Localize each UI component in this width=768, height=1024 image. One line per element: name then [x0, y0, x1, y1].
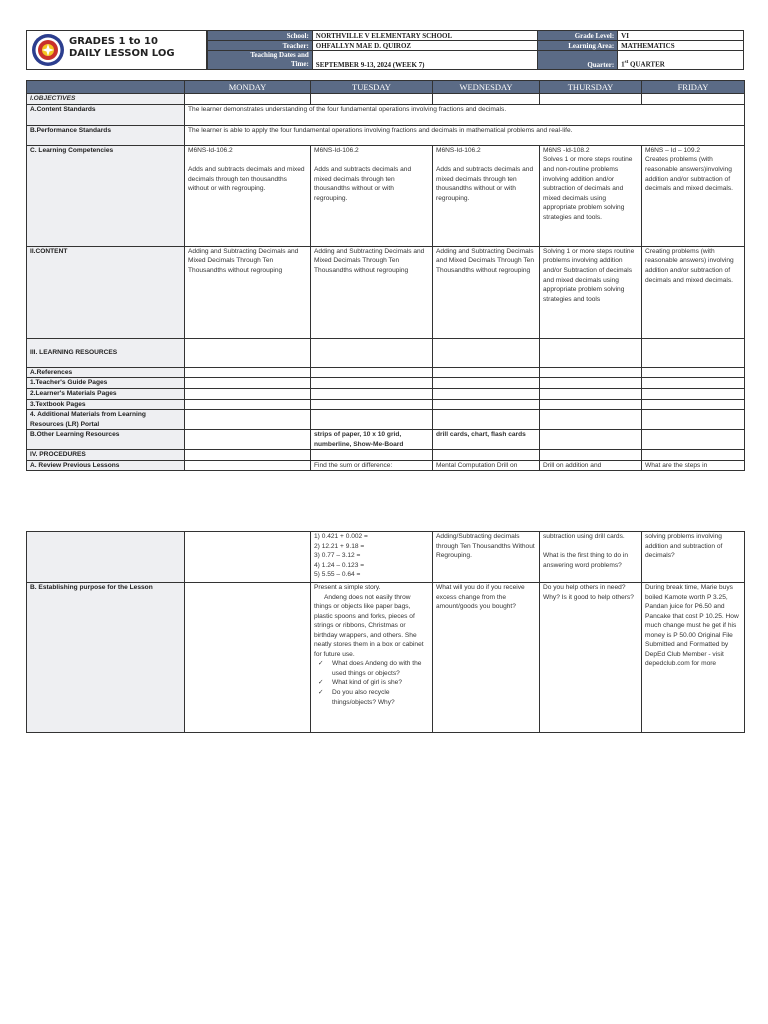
purpose-question-text: What kind of girl is she?	[332, 679, 402, 687]
competency-text: Solves 1 or more steps routine and non-routine problems involving addition and/or subtraction of decimals and mixed decimals using appropriate problem solving strategies and tools.	[543, 156, 633, 221]
school-value: NORTHVILLE V ELEMENTARY SCHOOL	[312, 31, 538, 41]
other-resources-tuesday: strips of paper, 10 x 10 grid, numberline, Show-Me-Board	[311, 430, 433, 450]
purpose-story: Andeng does not easily throw things or objects like paper bags, plastic spoons and forks, pieces of strings or ribbons, Christmas or birthday wrappers, and others. She neatly stores them in a box or cabinet for future use.	[314, 593, 424, 658]
quarter-number: 1	[621, 60, 625, 69]
content-thursday: Solving 1 or more steps routine problems involving addition and/or Subtraction of decimals and mixed decimals using appropriate problem solving strategies and tools	[540, 246, 642, 338]
learning-competencies-label: C. Learning Competencies	[27, 145, 185, 246]
purpose-wednesday: What will you do if you receive excess change from the amount/goods you bought?	[433, 583, 540, 733]
teachers-guide-label: 1.Teacher's Guide Pages	[27, 378, 185, 389]
purpose-questions-list	[314, 659, 429, 707]
review-continued-label	[27, 532, 185, 583]
review-tuesday-items	[311, 532, 433, 583]
section-objectives: I.OBJECTIVES	[27, 94, 185, 105]
review-thursday-continued	[540, 532, 642, 583]
school-label: School:	[208, 31, 313, 41]
form-title-dll: DAILY LESSON LOG	[69, 48, 175, 59]
purpose-question-text: Do you also recycle things/objects? Why?	[332, 689, 395, 706]
competency-code: M6NS-Id-106.2	[436, 146, 481, 154]
purpose-friday: During break time, Marie buys boiled Kamote worth P 3.25, Pandan juice for P6.50 and Pancake that cost P 10.25. How much change must he get if his money is P 50.00 Original File Submitted and Formatted by DepEd Club Member - visit depedclub.com for more	[642, 583, 745, 733]
learning-area-value: MATHEMATICS	[618, 41, 744, 51]
competency-text: Adds and subtracts decimals and mixed decimals through ten thousandths without or with regrouping.	[436, 165, 534, 202]
content-label: II.CONTENT	[27, 246, 185, 338]
learners-materials-label: 2.Learner's Materials Pages	[27, 388, 185, 399]
title-block	[26, 30, 207, 70]
competency-text: Creates problems (with reasonable answers)involving addition and/or subtraction of decimals and mixed decimals.	[645, 156, 733, 193]
day-header-thursday: THURSDAY	[540, 81, 642, 94]
procedures-label: IV. PROCEDURES	[27, 450, 185, 461]
competency-text: Adds and subtracts decimals and mixed decimals through ten thousandths without or with regrouping.	[188, 165, 305, 193]
content-standards-label: A.Content Standards	[27, 104, 185, 125]
learning-area-label: Learning Area:	[538, 41, 618, 51]
review-item: 1) 0.421 + 0.002 =	[314, 533, 368, 540]
purpose-question	[318, 688, 429, 707]
check-icon: ✓	[318, 689, 324, 697]
competency-wednesday	[433, 145, 540, 246]
competency-code: M6NS -Id-108.2	[543, 146, 590, 154]
competency-code: M6NS-Id-106.2	[188, 146, 233, 154]
grade-level-value: VI	[618, 31, 744, 41]
review-friday: What are the steps in	[642, 460, 745, 471]
lr-portal-label: 4. Additional Materials from Learning Resources (LR) Portal	[27, 410, 185, 430]
content-tuesday: Adding and Subtracting Decimals and Mixed Decimals Through Ten Thousandths without regrouping	[311, 246, 433, 338]
performance-standards-label: B.Performance Standards	[27, 125, 185, 145]
purpose-tuesday	[311, 583, 433, 733]
content-monday: Adding and Subtracting Decimals and Mixed Decimals Through Ten Thousandths without regrouping	[185, 246, 311, 338]
day-header-friday: FRIDAY	[642, 81, 745, 94]
competency-text: Adds and subtracts decimals and mixed decimals through ten thousandths without or with regrouping.	[314, 165, 412, 202]
review-thursday: Drill on addition and	[540, 460, 642, 471]
competency-friday	[642, 145, 745, 246]
review-item: 5) 5.55 – 0.64 =	[314, 571, 361, 579]
quarter-text: QUARTER	[628, 60, 665, 69]
lesson-log-table-continued	[26, 531, 745, 733]
review-item: 2) 12.21 + 9.18 =	[314, 542, 365, 550]
lesson-log-table	[26, 80, 745, 471]
competency-tuesday	[311, 145, 433, 246]
review-thursday-line: subtraction using drill cards.	[543, 533, 625, 540]
review-item: 4) 1.24 – 0.123 =	[314, 561, 365, 569]
review-wednesday: Mental Computation Drill on	[433, 460, 540, 471]
quarter-value	[618, 51, 744, 70]
competency-code: M6NS-Id-106.2	[314, 146, 359, 154]
teaching-dates-label-line2: Time:	[291, 59, 309, 68]
review-lessons-label: A. Review Previous Lessons	[27, 460, 185, 471]
day-header-monday: MONDAY	[185, 81, 311, 94]
purpose-question-text: What does Andeng do with the used things or objects?	[332, 660, 422, 677]
purpose-question	[318, 678, 429, 688]
form-title-grades: GRADES 1 to 10	[69, 36, 158, 47]
day-header-wednesday: WEDNESDAY	[433, 81, 540, 94]
deped-seal-icon	[31, 33, 65, 67]
teaching-dates-label-line1: Teaching Dates and	[250, 51, 309, 59]
review-friday-continued: solving problems involving addition and subtraction of decimals?	[642, 532, 745, 583]
review-tuesday: Find the sum or difference:	[311, 460, 433, 471]
check-icon: ✓	[318, 660, 324, 668]
references-label: A.References	[27, 367, 185, 378]
review-thursday-question: What is the first thing to do in answering word problems?	[543, 552, 629, 569]
purpose-thursday: Do you help others in need? Why? Is it good to help others?	[540, 583, 642, 733]
competency-code: M6NS – Id – 109.2	[645, 146, 700, 154]
purpose-intro: Present a simple story.	[314, 584, 381, 591]
teaching-dates-label	[208, 51, 313, 70]
quarter-label: Quarter:	[538, 51, 618, 70]
review-wednesday-continued: Adding/Subtracting decimals through Ten Thousandths Without Regrouping.	[433, 532, 540, 583]
purpose-question	[318, 659, 429, 678]
content-wednesday: Adding and Subtracting Decimals and Mixed Decimals Through Ten Thousandths without regrouping	[433, 246, 540, 338]
corner-cell	[27, 81, 185, 94]
day-header-tuesday: TUESDAY	[311, 81, 433, 94]
teacher-value: OHFALLYN MAE D. QUIROZ	[312, 41, 538, 51]
teacher-label: Teacher:	[208, 41, 313, 51]
textbook-pages-label: 3.Textbook Pages	[27, 399, 185, 410]
other-resources-label: B.Other Learning Resources	[27, 430, 185, 450]
quarter-suffix: st	[624, 60, 629, 66]
header-info-table	[207, 30, 744, 70]
content-standards-text: The learner demonstrates understanding of the four fundamental operations involving fractions and decimals.	[185, 104, 745, 125]
competency-thursday	[540, 145, 642, 246]
learning-resources-label: III. LEARNING RESOURCES	[27, 338, 185, 367]
establishing-purpose-label: B. Establishing purpose for the Lesson	[27, 583, 185, 733]
grade-level-label: Grade Level:	[538, 31, 618, 41]
teaching-dates-value: SEPTEMBER 9-13, 2024 (WEEK 7)	[312, 51, 538, 70]
performance-standards-text: The learner is able to apply the four fundamental operations involving fractions and decimals in mathematical problems and real-life.	[185, 125, 745, 145]
competency-monday	[185, 145, 311, 246]
content-friday: Creating problems (with reasonable answers) involving addition and/or subtraction of decimals and mixed decimals.	[642, 246, 745, 338]
review-item: 3) 0.77 – 3.12 =	[314, 552, 361, 560]
other-resources-wednesday: drill cards, chart, flash cards	[433, 430, 540, 450]
check-icon: ✓	[318, 679, 324, 687]
